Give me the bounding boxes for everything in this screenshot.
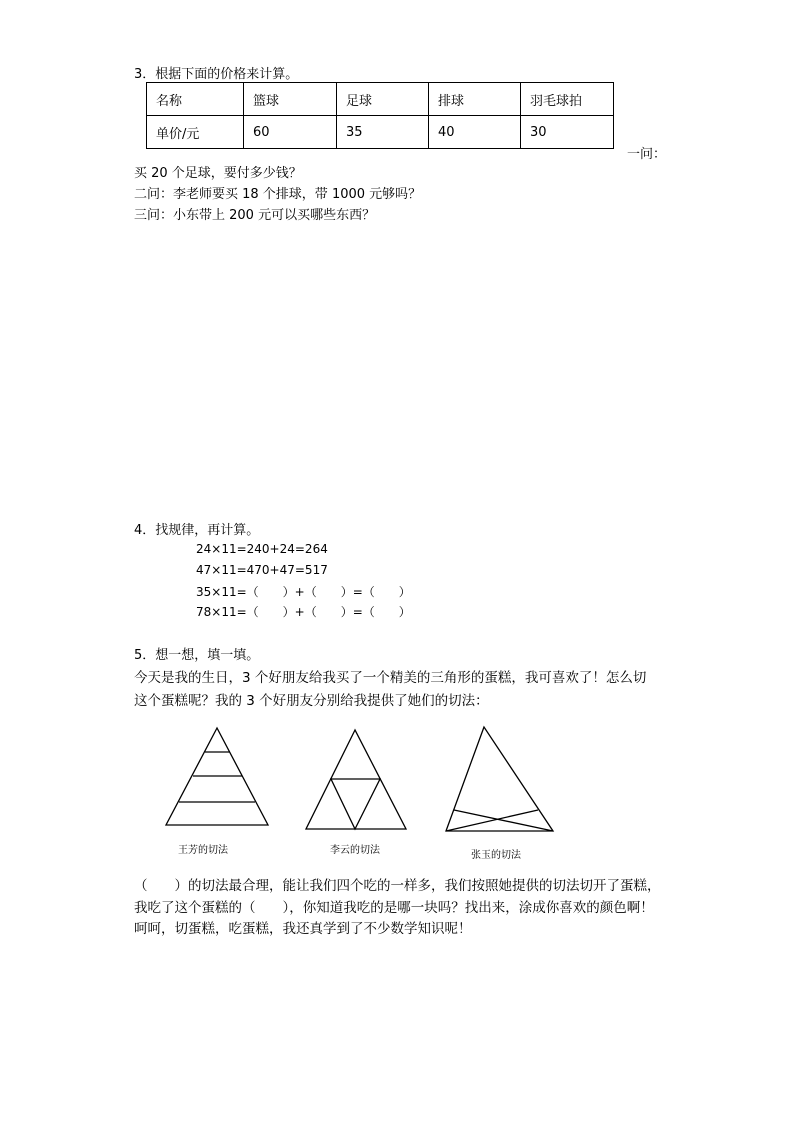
triangle-figure-zhangyu xyxy=(440,720,560,835)
calc-line-2: 47×11=470+47=517 xyxy=(196,563,328,577)
calc-line-3: 35×11=（ ）+（ ）=（ ） xyxy=(196,585,411,599)
question-3-sub1-prefix: 一问： xyxy=(627,147,667,162)
caption-liyun: 李云的切法 xyxy=(330,845,380,856)
question-3-sub2: 二问：李老师要买 18 个排球，带 1000 元够吗？ xyxy=(134,187,422,202)
calc-line-4: 78×11=（ ）+（ ）=（ ） xyxy=(196,605,411,619)
question-3-sub1: 买 20 个足球，要付多少钱？ xyxy=(134,166,302,181)
table-cell: 30 xyxy=(521,116,614,149)
table-cell: 60 xyxy=(244,116,337,149)
triangle-outline xyxy=(446,727,553,831)
table-cell: 羽毛球拍 xyxy=(521,83,614,116)
table-cell: 单价/元 xyxy=(147,116,244,149)
caption-wangfang: 王芳的切法 xyxy=(178,845,228,856)
triangle-figure-liyun xyxy=(300,722,415,832)
table-cell: 足球 xyxy=(337,83,429,116)
question-4-heading: 4．找规律，再计算。 xyxy=(134,523,260,538)
story-line-2: 这个蛋糕呢？我的 3 个好朋友分别给我提供了她们的切法： xyxy=(134,693,489,709)
table-cell: 40 xyxy=(429,116,521,149)
table-row xyxy=(147,83,614,116)
caption-zhangyu: 张玉的切法 xyxy=(471,850,521,861)
question-3-heading: 3．根据下面的价格来计算。 xyxy=(134,67,299,82)
question-5-heading: 5．想一想，填一填。 xyxy=(134,648,260,663)
table-cell: 排球 xyxy=(429,83,521,116)
cut-line xyxy=(331,779,380,829)
cut-line xyxy=(446,810,538,831)
table-cell: 35 xyxy=(337,116,429,149)
table-row xyxy=(147,116,614,149)
answer-line-3: 呵呵，切蛋糕，吃蛋糕，我还真学到了不少数学知识呢！ xyxy=(134,921,472,937)
calc-line-1: 24×11=240+24=264 xyxy=(196,542,328,556)
question-3-sub3: 三问：小东带上 200 元可以买哪些东西？ xyxy=(134,208,376,223)
triangle-figure-wangfang xyxy=(160,722,275,832)
table-cell: 名称 xyxy=(147,83,244,116)
price-table xyxy=(146,82,614,149)
cut-line xyxy=(454,810,553,831)
answer-line-2: 我吃了这个蛋糕的（ ），你知道我吃的是哪一块吗？找出来，涂成你喜欢的颜色啊！ xyxy=(134,900,654,916)
answer-line-1: （ ）的切法最合理，能让我们四个吃的一样多，我们按照她提供的切法切开了蛋糕， xyxy=(134,878,661,894)
table-cell: 篮球 xyxy=(244,83,337,116)
story-line-1: 今天是我的生日，3 个好朋友给我买了一个精美的三角形的蛋糕，我可喜欢了！怎么切 xyxy=(134,670,647,686)
